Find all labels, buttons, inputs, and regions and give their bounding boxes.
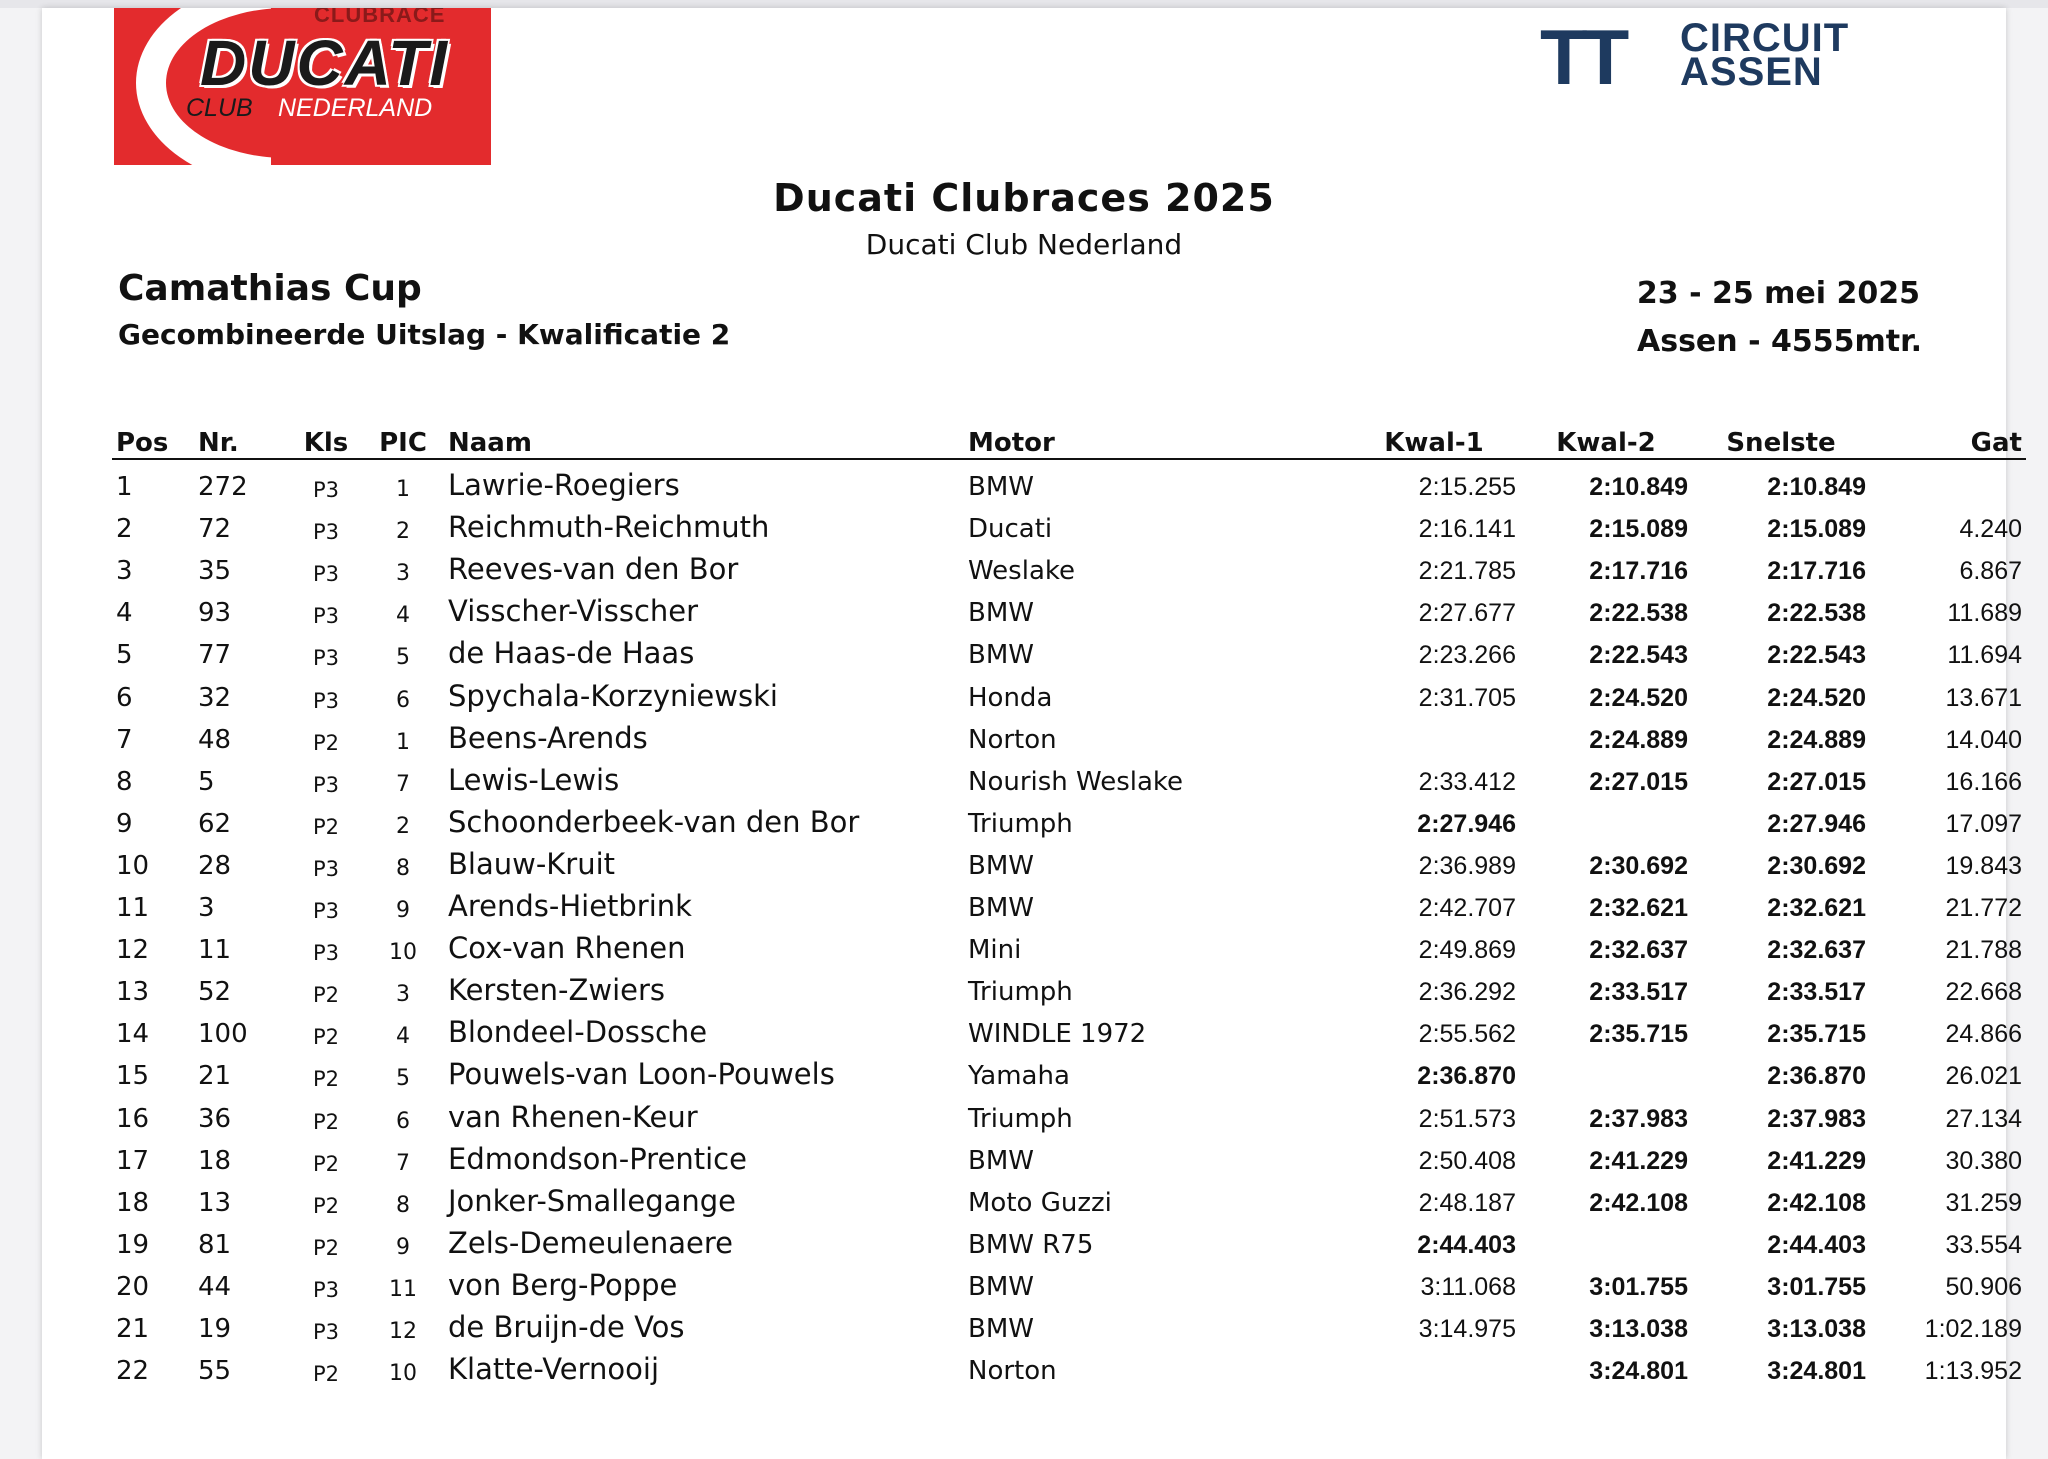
cell-kwal2: 2:41.229 (1589, 1146, 1688, 1175)
cell-naam: Kersten-Zwiers (448, 973, 666, 1008)
cell-pic: 2 (396, 813, 410, 839)
results-table (112, 424, 2026, 1386)
cell-kwal2: 2:22.543 (1589, 641, 1688, 670)
cell-motor: Norton (968, 724, 1057, 755)
cell-gat: 30.380 (1945, 1146, 2022, 1175)
cell-gat: 4.240 (1959, 515, 2022, 544)
cell-gat: 33.554 (1945, 1230, 2022, 1259)
page-title: Ducati Clubraces 2025 (773, 176, 1275, 220)
cell-kls: P2 (312, 814, 340, 839)
cell-motor: Triumph (968, 977, 1073, 1008)
cell-gat: 26.021 (1945, 1062, 2022, 1091)
cell-naam: von Berg-Poppe (448, 1267, 678, 1302)
cell-pic: 7 (396, 771, 410, 797)
table-row (112, 1007, 2026, 1049)
cell-naam: Zels-Demeulenaere (448, 1225, 734, 1260)
cell-pos: 13 (116, 977, 150, 1008)
col-header-kwal2: Kwal-2 (1520, 424, 1692, 459)
cell-snelste: 2:27.946 (1767, 809, 1866, 838)
cell-kwal1: 2:27.677 (1418, 599, 1516, 628)
cell-kwal1: 2:36.989 (1418, 851, 1516, 880)
cell-nr: 62 (198, 808, 232, 839)
cell-pic: 6 (396, 1108, 410, 1134)
cell-kwal2: 2:17.716 (1589, 557, 1688, 586)
table-row (112, 965, 2026, 1007)
cell-nr: 11 (198, 935, 232, 966)
table-row (112, 1344, 2026, 1386)
cell-gat: 21.772 (1945, 894, 2022, 923)
cell-pic: 10 (389, 1361, 417, 1387)
cell-naam: de Bruijn-de Vos (448, 1309, 685, 1344)
cell-snelste: 2:27.015 (1767, 767, 1866, 796)
cell-nr: 35 (198, 556, 232, 587)
cell-nr: 77 (198, 640, 232, 671)
cell-kls: P3 (312, 562, 340, 587)
cell-naam: Reeves-van den Bor (448, 552, 739, 587)
cell-motor: BMW (968, 1313, 1034, 1344)
cell-snelste: 3:24.801 (1767, 1357, 1866, 1386)
cell-naam: Pouwels-van Loon-Pouwels (448, 1057, 835, 1092)
cell-nr: 21 (198, 1061, 232, 1092)
cell-snelste: 2:32.637 (1767, 936, 1866, 965)
cell-gat: 6.867 (1959, 557, 2022, 586)
table-row (112, 1302, 2026, 1344)
cell-snelste: 2:36.870 (1767, 1062, 1866, 1091)
cell-kwal1: 2:51.573 (1418, 1104, 1516, 1133)
cell-snelste: 2:44.403 (1767, 1230, 1866, 1259)
cell-kwal2: 2:10.849 (1589, 473, 1688, 502)
cell-pos: 14 (116, 1019, 150, 1050)
cell-kwal2 (1520, 1049, 1692, 1091)
cell-snelste: 2:42.108 (1767, 1188, 1866, 1217)
cell-snelste: 2:32.621 (1767, 894, 1866, 923)
cell-pic: 11 (389, 1276, 417, 1302)
cell-kwal2 (1520, 1218, 1692, 1260)
cell-pic: 3 (396, 982, 410, 1008)
cell-pic: 5 (396, 1066, 410, 1092)
cell-snelste: 2:30.692 (1767, 851, 1866, 880)
event-venue: Assen - 4555mtr. (1637, 324, 1922, 359)
cell-gat: 31.259 (1945, 1188, 2022, 1217)
cell-gat: 1:13.952 (1924, 1357, 2022, 1386)
cell-motor: BMW (968, 472, 1034, 503)
cell-pos: 6 (116, 682, 133, 713)
cell-kls: P2 (312, 1362, 340, 1387)
cell-motor: BMW (968, 893, 1034, 924)
cell-kwal1: 3:11.068 (1420, 1272, 1516, 1301)
cell-kwal2: 2:30.692 (1589, 851, 1688, 880)
cell-pos: 5 (116, 640, 133, 671)
cell-motor: BMW (968, 1271, 1034, 1302)
cell-nr: 19 (198, 1313, 232, 1344)
cell-gat: 19.843 (1945, 851, 2022, 880)
cell-snelste: 3:13.038 (1767, 1314, 1866, 1343)
cell-pos: 20 (116, 1271, 150, 1302)
cell-gat: 27.134 (1945, 1104, 2022, 1133)
cell-kwal1: 3:14.975 (1418, 1314, 1516, 1343)
cell-snelste: 2:10.849 (1767, 473, 1866, 502)
cell-nr: 13 (198, 1187, 232, 1218)
cell-naam: Klatte-Vernooij (448, 1352, 660, 1387)
cell-pic: 5 (396, 645, 410, 671)
cell-pos: 15 (116, 1061, 150, 1092)
cell-pos: 21 (116, 1313, 150, 1344)
cell-kwal2: 2:42.108 (1589, 1188, 1688, 1217)
cell-nr: 3 (198, 893, 215, 924)
cell-pos: 16 (116, 1103, 150, 1134)
cell-kwal1: 2:21.785 (1418, 557, 1516, 586)
cell-kwal1 (1348, 1344, 1520, 1386)
cell-gat: 11.694 (1947, 641, 2022, 670)
cell-snelste: 2:37.983 (1767, 1104, 1866, 1133)
cell-naam: de Haas-de Haas (448, 636, 695, 671)
ducati-club-logo (114, 8, 491, 165)
cell-kwal1: 2:15.255 (1418, 473, 1516, 502)
cell-nr: 52 (198, 977, 232, 1008)
cell-motor: Norton (968, 1356, 1057, 1387)
cell-kwal2: 2:24.520 (1589, 683, 1688, 712)
table-row (112, 713, 2026, 755)
cell-nr: 18 (198, 1145, 232, 1176)
cell-nr: 44 (198, 1271, 232, 1302)
col-header-kwal1: Kwal-1 (1348, 424, 1520, 459)
logo-club-text: CLUB (186, 94, 253, 122)
table-row (112, 586, 2026, 628)
cell-motor: Triumph (968, 808, 1073, 839)
cell-pos: 8 (116, 766, 133, 797)
cell-pos: 10 (116, 850, 150, 881)
col-header-snelste: Snelste (1692, 424, 1870, 459)
cell-kwal2: 2:37.983 (1589, 1104, 1688, 1133)
cell-kls: P3 (312, 856, 340, 881)
cell-pos: 9 (116, 808, 133, 839)
cell-kwal2: 2:24.889 (1589, 725, 1688, 754)
logo-nederland-text: NEDERLAND (278, 94, 433, 122)
cell-pic: 4 (396, 603, 410, 629)
cell-motor: Mini (968, 935, 1022, 966)
cell-naam: Cox-van Rhenen (448, 931, 686, 966)
cell-pos: 19 (116, 1229, 150, 1260)
cell-kls: P3 (312, 1319, 340, 1344)
cell-kls: P2 (312, 1151, 340, 1176)
cell-pic: 2 (396, 519, 410, 545)
col-header-naam: Naam (444, 424, 964, 459)
tt-circuit-assen-logo (1540, 12, 1900, 112)
cell-pic: 1 (396, 729, 410, 755)
cell-kwal2: 2:35.715 (1589, 1020, 1688, 1049)
table-row (112, 1260, 2026, 1302)
cell-nr: 48 (198, 724, 232, 755)
class-name: Camathias Cup (118, 268, 422, 309)
cell-naam: Visscher-Visscher (448, 594, 699, 629)
cell-pic: 4 (396, 1024, 410, 1050)
cell-nr: 55 (198, 1356, 232, 1387)
cell-motor: BMW R75 (968, 1229, 1094, 1260)
col-header-pos: Pos (112, 424, 194, 459)
session-name: Gecombineerde Uitslag - Kwalificatie 2 (118, 318, 731, 351)
cell-gat (1870, 459, 2026, 502)
cell-pos: 4 (116, 598, 133, 629)
table-header-row (112, 424, 2026, 459)
cell-nr: 81 (198, 1229, 232, 1260)
cell-gat: 13.671 (1945, 683, 2022, 712)
cell-pos: 17 (116, 1145, 150, 1176)
cell-motor: Honda (968, 682, 1053, 713)
cell-naam: Spychala-Korzyniewski (448, 678, 778, 713)
cell-nr: 32 (198, 682, 232, 713)
cell-kwal2: 3:24.801 (1589, 1357, 1688, 1386)
table-row (112, 1176, 2026, 1218)
cell-kls: P3 (312, 941, 340, 966)
cell-gat: 22.668 (1945, 978, 2022, 1007)
table-row (112, 628, 2026, 670)
cell-motor: Weslake (968, 556, 1076, 587)
cell-gat: 16.166 (1945, 767, 2022, 796)
cell-kls: P2 (312, 1235, 340, 1260)
cell-motor: Yamaha (968, 1061, 1070, 1092)
cell-kwal1: 2:50.408 (1418, 1146, 1516, 1175)
cell-kwal1: 2:48.187 (1418, 1188, 1516, 1217)
table-row (112, 797, 2026, 839)
cell-gat: 50.906 (1945, 1272, 2022, 1301)
cell-gat: 14.040 (1945, 725, 2022, 754)
table-row (112, 1091, 2026, 1133)
cell-motor: BMW (968, 1145, 1034, 1176)
cell-snelste: 2:41.229 (1767, 1146, 1866, 1175)
cell-snelste: 2:24.520 (1767, 683, 1866, 712)
cell-kwal2: 2:22.538 (1589, 599, 1688, 628)
cell-naam: Blauw-Kruit (448, 846, 616, 881)
cell-snelste: 2:35.715 (1767, 1020, 1866, 1049)
cell-pos: 2 (116, 514, 133, 545)
cell-naam: Schoonderbeek-van den Bor (448, 804, 860, 839)
cell-kls: P2 (312, 1193, 340, 1218)
cell-kls: P3 (312, 688, 340, 713)
cell-kwal1: 2:55.562 (1418, 1020, 1516, 1049)
cell-pic: 3 (396, 561, 410, 587)
cell-pic: 6 (396, 687, 410, 713)
cell-gat: 11.689 (1947, 599, 2022, 628)
cell-naam: Jonker-Smallegange (448, 1183, 737, 1218)
cell-pic: 9 (396, 898, 410, 924)
cell-pic: 1 (396, 477, 410, 503)
cell-snelste: 2:17.716 (1767, 557, 1866, 586)
cell-pos: 3 (116, 556, 133, 587)
cell-kls: P2 (312, 1067, 340, 1092)
tt-mark-icon: TT (1540, 13, 1624, 101)
cell-motor: BMW (968, 640, 1034, 671)
cell-nr: 100 (198, 1019, 248, 1050)
cell-motor: BMW (968, 850, 1034, 881)
cell-kwal2: 2:15.089 (1589, 515, 1688, 544)
cell-kls: P3 (312, 1277, 340, 1302)
cell-naam: Reichmuth-Reichmuth (448, 510, 770, 545)
cell-snelste: 2:33.517 (1767, 978, 1866, 1007)
cell-kwal1: 2:27.946 (1417, 809, 1516, 838)
cell-naam: Beens-Arends (448, 720, 648, 755)
table-row (112, 1049, 2026, 1091)
results-body (112, 459, 2026, 1386)
cell-kwal2: 3:13.038 (1589, 1314, 1688, 1343)
cell-naam: Lawrie-Roegiers (448, 468, 680, 503)
cell-nr: 5 (198, 766, 215, 797)
cell-pic: 12 (389, 1318, 417, 1344)
cell-kls: P3 (312, 604, 340, 629)
cell-kls: P2 (312, 730, 340, 755)
cell-motor: BMW (968, 598, 1034, 629)
table-row (112, 839, 2026, 881)
cell-kls: P3 (312, 772, 340, 797)
cell-pos: 12 (116, 935, 150, 966)
cell-naam: Arends-Hietbrink (448, 889, 692, 924)
cell-motor: WINDLE 1972 (968, 1019, 1147, 1050)
cell-kwal1: 2:49.869 (1418, 936, 1516, 965)
table-row (112, 670, 2026, 712)
table-row (112, 502, 2026, 544)
cell-gat: 21.788 (1945, 936, 2022, 965)
cell-pos: 18 (116, 1187, 150, 1218)
cell-motor: Nourish Weslake (968, 766, 1184, 797)
cell-kwal1: 2:36.292 (1418, 978, 1516, 1007)
cell-naam: Blondeel-Dossche (448, 1015, 708, 1050)
cell-kwal2: 2:27.015 (1589, 767, 1688, 796)
cell-pos: 11 (116, 893, 150, 924)
cell-motor: Ducati (968, 514, 1053, 545)
cell-kwal1: 2:23.266 (1418, 641, 1516, 670)
table-row (112, 1218, 2026, 1260)
cell-snelste: 2:15.089 (1767, 515, 1866, 544)
col-header-nr: Nr. (194, 424, 290, 459)
viewer-top-bar (0, 0, 2048, 8)
cell-kwal1: 2:31.705 (1418, 683, 1516, 712)
cell-kwal1: 2:16.141 (1418, 515, 1516, 544)
cell-nr: 72 (198, 514, 232, 545)
organizer-subtitle: Ducati Club Nederland (865, 228, 1183, 261)
cell-gat: 17.097 (1945, 809, 2022, 838)
cell-kwal1 (1348, 713, 1520, 755)
event-dates: 23 - 25 mei 2025 (1636, 276, 1920, 311)
cell-kwal2: 2:32.637 (1589, 936, 1688, 965)
cell-kls: P3 (312, 478, 340, 503)
col-header-kls: Kls (290, 424, 362, 459)
cell-nr: 28 (198, 850, 232, 881)
col-header-gat: Gat (1870, 424, 2026, 459)
cell-pic: 9 (396, 1234, 410, 1260)
cell-kls: P3 (312, 646, 340, 671)
cell-snelste: 3:01.755 (1767, 1272, 1866, 1301)
cell-pos: 7 (116, 724, 133, 755)
cell-gat: 24.866 (1945, 1020, 2022, 1049)
cell-kls: P3 (312, 520, 340, 545)
cell-pic: 10 (389, 940, 417, 966)
cell-kwal2: 2:32.621 (1589, 894, 1688, 923)
table-row (112, 544, 2026, 586)
cell-naam: Lewis-Lewis (448, 762, 620, 797)
cell-kwal1: 2:33.412 (1418, 767, 1516, 796)
cell-motor: Moto Guzzi (968, 1187, 1112, 1218)
cell-kwal2: 3:01.755 (1589, 1272, 1688, 1301)
cell-naam: Edmondson-Prentice (448, 1141, 747, 1176)
cell-kls: P2 (312, 983, 340, 1008)
logo-clubrace-text: CLUBRACE (314, 8, 446, 27)
cell-snelste: 2:22.538 (1767, 599, 1866, 628)
cell-kwal2: 2:33.517 (1589, 978, 1688, 1007)
cell-kwal1: 2:36.870 (1417, 1062, 1516, 1091)
table-row (112, 1134, 2026, 1176)
col-header-pic: PIC (362, 424, 444, 459)
cell-kwal1: 2:42.707 (1418, 894, 1516, 923)
col-header-motor: Motor (964, 424, 1348, 459)
cell-gat: 1:02.189 (1924, 1314, 2022, 1343)
logo-assen-text: ASSEN (1680, 50, 1823, 94)
table-row (112, 459, 2026, 502)
cell-motor: Triumph (968, 1103, 1073, 1134)
cell-pic: 8 (396, 1192, 410, 1218)
table-row (112, 755, 2026, 797)
cell-naam: van Rhenen-Keur (448, 1099, 698, 1134)
cell-kls: P3 (312, 899, 340, 924)
logo-ducati-word: DUCATI (200, 27, 449, 99)
table-row (112, 923, 2026, 965)
cell-nr: 93 (198, 598, 232, 629)
cell-pic: 8 (396, 855, 410, 881)
cell-pic: 7 (396, 1150, 410, 1176)
cell-kls: P2 (312, 1025, 340, 1050)
cell-snelste: 2:24.889 (1767, 725, 1866, 754)
table-row (112, 881, 2026, 923)
logo-circuit-text: CIRCUIT (1680, 16, 1850, 60)
cell-nr: 272 (198, 472, 248, 503)
cell-nr: 36 (198, 1103, 232, 1134)
cell-snelste: 2:22.543 (1767, 641, 1866, 670)
cell-kwal2 (1520, 797, 1692, 839)
cell-kls: P2 (312, 1109, 340, 1134)
cell-pos: 22 (116, 1356, 150, 1387)
cell-kwal1: 2:44.403 (1417, 1230, 1516, 1259)
cell-pos: 1 (116, 472, 133, 503)
